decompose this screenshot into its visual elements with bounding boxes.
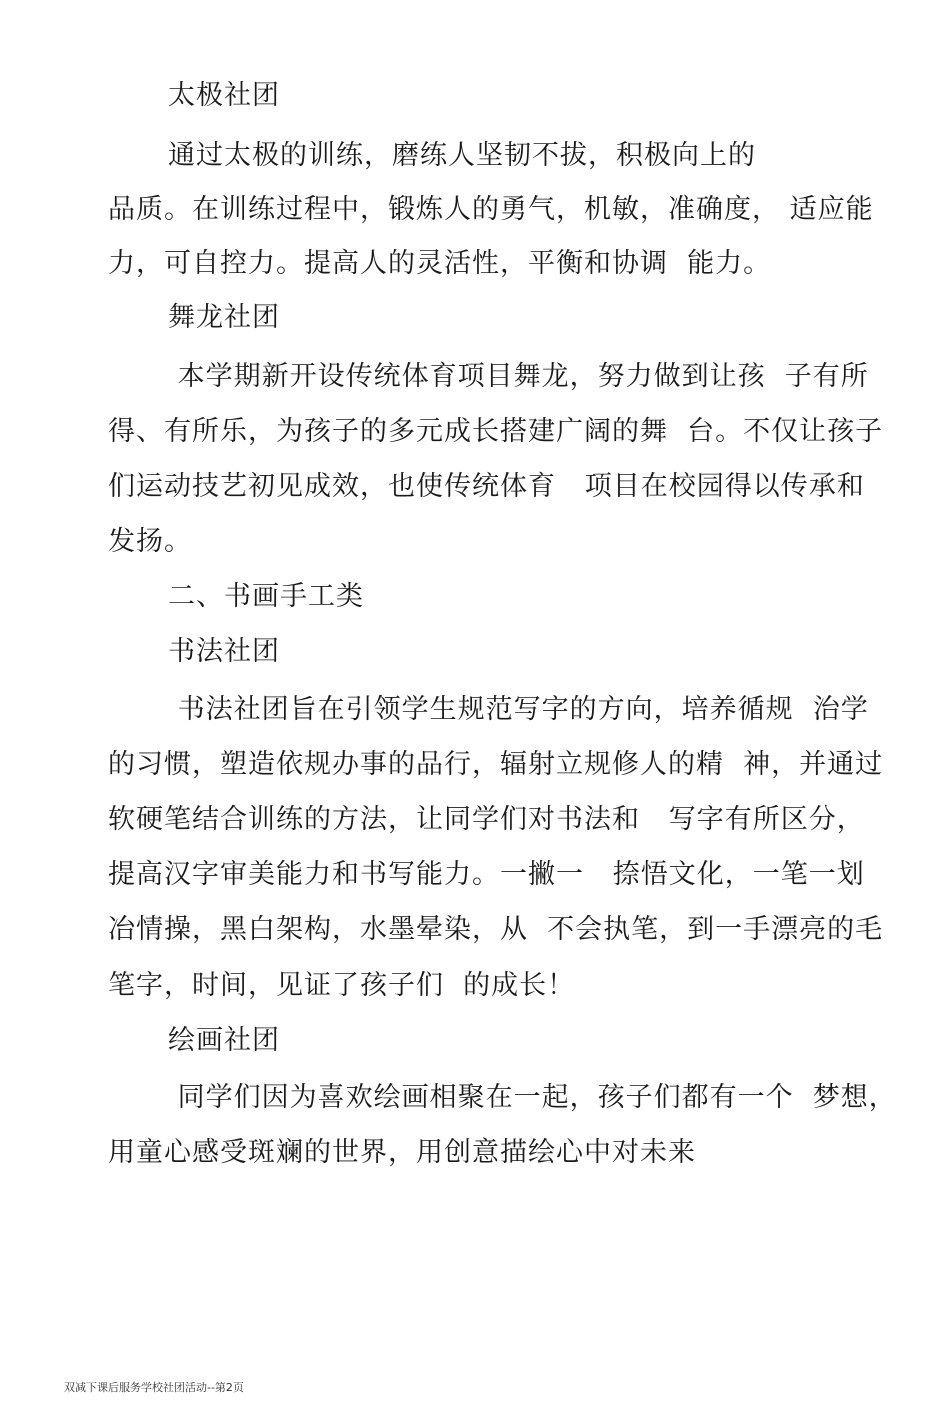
heading-taiji: 太极社团 (168, 80, 280, 111)
paragraph-huihua-line-1: 同学们因为喜欢绘画相聚在一起，孩子们都有一个 梦想， (168, 1082, 897, 1113)
heading-huihua: 绘画社团 (168, 1025, 280, 1056)
paragraph-shufa-line-4: 提高汉字审美能力和书写能力。一撇一 捺悟文化，一笔一划 (108, 859, 865, 890)
paragraph-wulong-line-4: 发扬。 (108, 526, 192, 557)
paragraph-shufa-line-1: 书法社团旨在引领学生规范写字的方向，培养循规 治学 (168, 694, 869, 725)
paragraph-huihua-line-2: 用童心感受斑斓的世界，用创意描绘心中对未来 (108, 1137, 696, 1168)
page-footer: 双减下课后服务学校社团活动--第2页 (64, 1381, 244, 1394)
paragraph-shufa-line-2: 的习惯，塑造依规办事的品行，辐射立规修人的精 神，并通过 (108, 749, 884, 780)
paragraph-shufa-line-3: 软硬笔结合训练的方法，让同学们对书法和 写字有所区分， (108, 804, 865, 835)
paragraph-taiji-line-2: 品质。在训练过程中，锻炼人的勇气，机敏，准确度， 适应能 (108, 194, 874, 225)
paragraph-shufa-line-6: 笔字，时间，见证了孩子们 的成长！ (108, 970, 576, 1001)
paragraph-wulong-line-3: 们运动技艺初见成效，也使传统体育 项目在校园得以传承和 (108, 471, 865, 502)
heading-wulong: 舞龙社团 (168, 302, 280, 333)
paragraph-shufa-line-5: 冶情操，黑白架构，水墨晕染，从 不会执笔，到一手漂亮的毛 (108, 914, 884, 945)
paragraph-taiji-line-1: 通过太极的训练，磨练人坚韧不拔，积极向上的 (168, 140, 756, 171)
heading-shufa: 书法社团 (168, 636, 280, 667)
paragraph-wulong-line-2: 得、有所乐，为孩子的多元成长搭建广阔的舞 台。不仅让孩子 (108, 416, 884, 447)
section-heading-calligraphy-painting-crafts: 二、书画手工类 (168, 581, 364, 612)
paragraph-wulong-line-1: 本学期新开设传统体育项目舞龙，努力做到让孩 子有所 (168, 361, 869, 392)
paragraph-taiji-line-3: 力，可自控力。提高人的灵活性，平衡和协调 能力。 (108, 248, 772, 279)
